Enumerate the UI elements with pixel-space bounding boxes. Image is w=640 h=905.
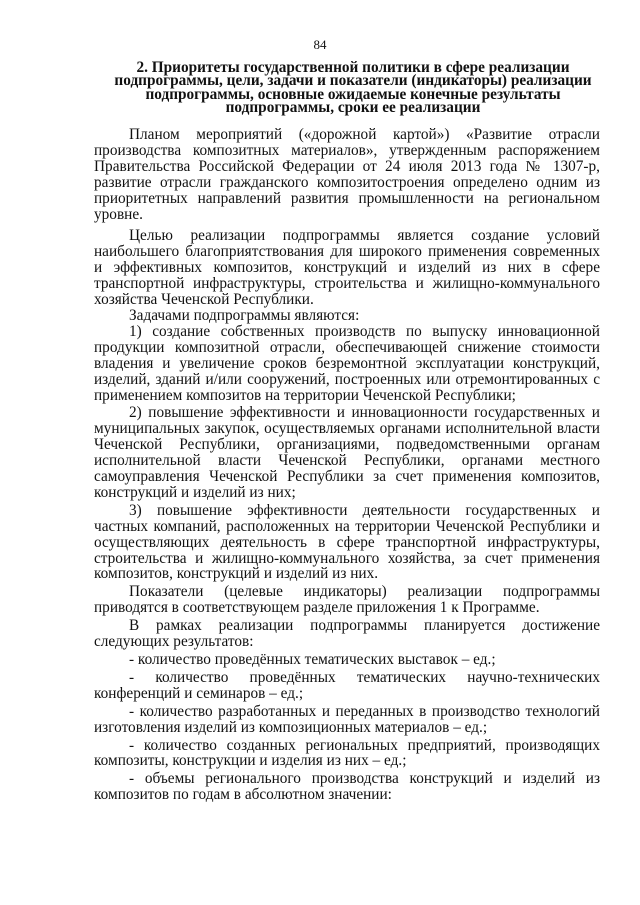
paragraph-task-2: 2) повышение эффективности и инновационности государственных и муниципальных закупок, осуществляемых органами исполнительной власти Чеченской Республики, организациями, подведомственными органам исполнительной власти Чеченской Республики, органами местного самоуправления Чеченской Республики за счет применения композитов, конструкций и изделий из них; [94, 404, 600, 501]
list-item-exhibitions: - количество проведённых тематических выставок – ед.; [129, 651, 496, 668]
body-text [94, 127, 600, 803]
paragraph-results-intro: В рамках реализации подпрограммы планируется достижение следующих результатов: [94, 617, 600, 651]
list-item-enterprises: - количество созданных региональных предприятий, производящих композиты, конструкции и изделия из них – ед.; [94, 736, 600, 770]
paragraph-tasks-intro: Задачами подпрограммы являются: [129, 306, 360, 324]
paragraph-task-1: 1) создание собственных производств по выпуску инновационной продукции композитной отрасли, обеспечивающей снижение стоимости владения и увеличение сроков безремонтной эксплуатации конструкций, изделий, зданий и/или сооружений, построенных или отремонтированных с применением композитов на территории Чеченской Республики; [94, 322, 600, 404]
section-heading: 2. Приоритеты государственной политики в сфере реализации подпрограммы, цели, задачи и показатели (индикаторы) реализации подпрограммы, основные ожидаемые конечные результаты подпрограммы, сроки ее реализации [114, 59, 592, 117]
page-number: 84 [313, 37, 327, 52]
list-item-conferences: - количество проведённых тематических научно-технических конференций и семинаров – ед.; [94, 668, 600, 702]
paragraph-goal: Целью реализации подпрограммы является создание условий наибольшего благоприятствования для широкого применения современных и эффективных композитов, конструкций и изделий из них в сфере транспортной инфраструктуры, строительства и жилищно-коммунального хозяйства Чеченской Республики. [94, 227, 600, 309]
paragraph-task-3: 3) повышение эффективности деятельности государственных и частных компаний, расположенных на территории Чеченской Республики и осуществляющих деятельность в сфере транспортной инфраструктуры, строительства и жилищно-коммунального хозяйства, за счет применения композитов, конструкций и изделий из них. [94, 501, 600, 583]
list-item-production-volumes: - объемы регионального производства конструкций и изделий из композитов по годам в абсолютном значении: [94, 770, 600, 804]
list-item-technologies: - количество разработанных и переданных в производство технологий изготовления изделий из композиционных материалов – ед.; [94, 702, 600, 736]
paragraph-roadmap: Планом мероприятий («дорожной картой») «Развитие отрасли производства композитных материалов», утвержденным распоряжением Правительства Российской Федерации от 24 июля 2013 года № 1307-р, развитие отрасли гражданского композитостроения определено одним из приоритетных направлений развития промышленности на региональном уровне. [94, 126, 600, 223]
paragraph-indicators: Показатели (целевые индикаторы) реализации подпрограммы приводятся в соответствующем разделе приложения 1 к Программе. [94, 583, 600, 617]
